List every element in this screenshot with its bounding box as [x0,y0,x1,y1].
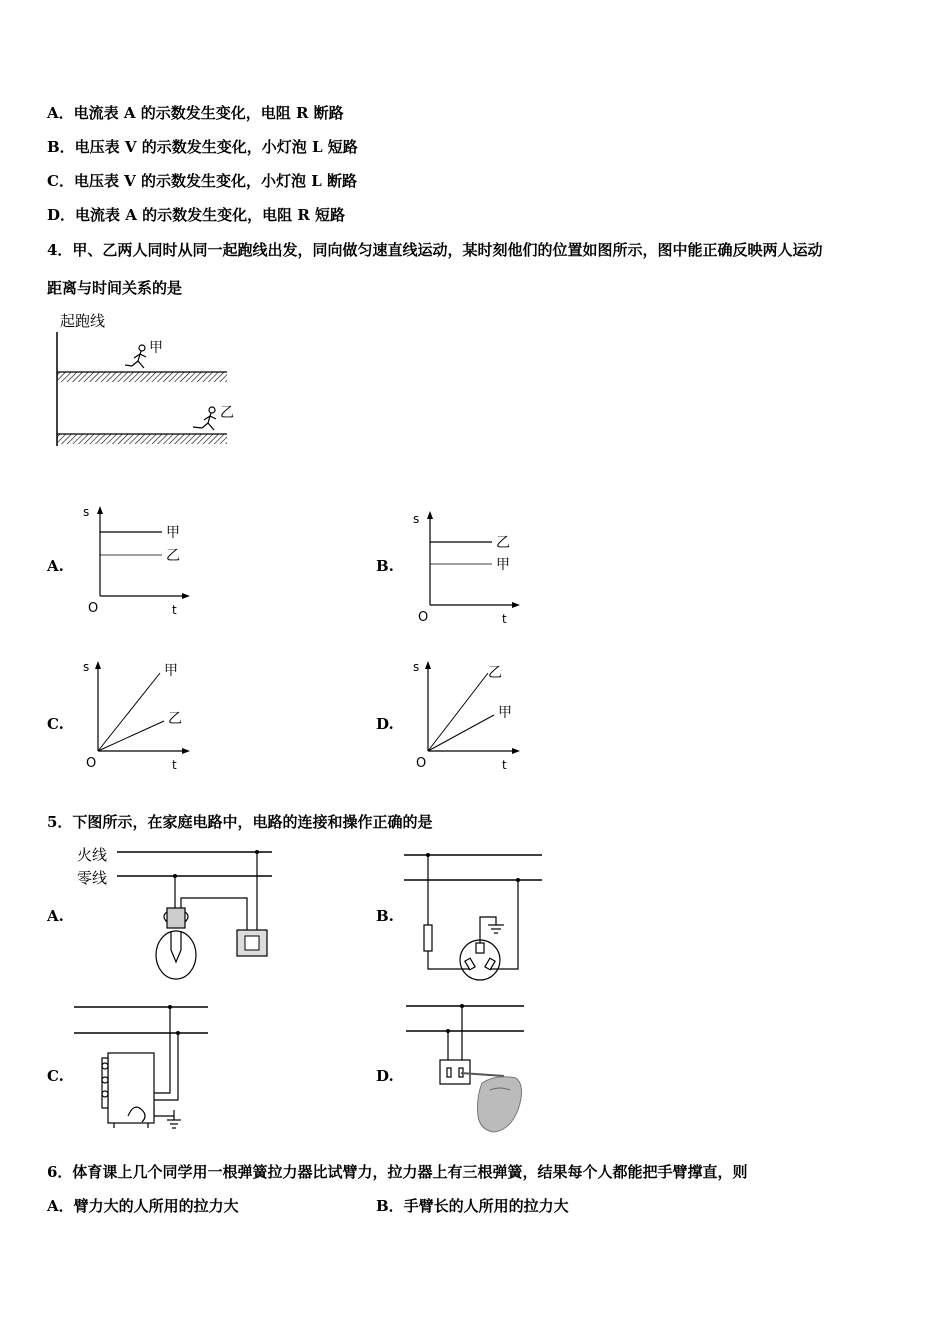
svg-text:乙: 乙 [168,711,182,727]
svg-text:甲: 甲 [164,663,178,679]
svg-text:t: t [502,758,507,772]
svg-text:t: t [172,603,177,617]
q4-option-a-label: A. [47,557,64,575]
runner-a-label: 甲 [149,340,163,356]
svg-text:O: O [86,756,97,771]
q5-option-b-label: B. [376,907,394,925]
q3-option-b: B．电压表 V 的示数发生变化，小灯泡 L 短路 [47,138,358,156]
runner-b-label: 乙 [220,405,234,421]
q5-circuit-c [70,998,215,1138]
q4-graph-d [410,655,530,775]
svg-text:s: s [83,660,90,674]
q3-option-c: C．电压表 V 的示数发生变化，小灯泡 L 断路 [47,172,358,190]
live-wire-label: 火线 [77,846,108,864]
q5-circuit-b [400,845,550,985]
svg-text:t: t [172,758,177,772]
neutral-wire-label: 零线 [77,869,108,887]
svg-text:s: s [83,505,90,519]
socket-icon [440,1060,470,1084]
q4-stem-line1: 4．甲、乙两人同时从同一起跑线出发，同向做匀速直线运动，某时刻他们的位置如图所示，图中能正确反映两人运动 [47,241,823,259]
q4-option-b-label: B. [376,557,394,575]
q4-option-c-label: C. [47,715,64,733]
svg-text:甲: 甲 [496,557,510,573]
q4-graph-a [80,500,200,620]
q4-option-d-label: D. [376,715,394,733]
q4-track-figure [50,308,250,453]
svg-text:s: s [413,512,420,526]
switch-icon [237,930,267,956]
runner-b-icon [193,407,216,430]
q5-circuit-d [400,998,540,1138]
svg-text:t: t [502,612,507,626]
runner-a-icon [125,345,146,368]
start-line-label: 起跑线 [60,312,106,330]
appliance-icon [102,1053,154,1128]
svg-text:甲: 甲 [166,525,180,541]
svg-text:甲: 甲 [498,705,512,721]
q4-graph-b [410,505,530,625]
q5-option-c-label: C. [47,1067,64,1085]
bulb-icon [156,908,196,979]
fuse-icon [424,925,432,951]
q5-circuit-a [75,840,285,985]
q5-option-d-label: D. [376,1067,394,1085]
svg-text:O: O [418,610,429,625]
svg-text:乙: 乙 [496,535,510,551]
q6-option-b: B．手臂长的人所用的拉力大 [376,1197,569,1215]
q6-option-a: A．臂力大的人所用的拉力大 [47,1197,239,1215]
q4-stem-line2: 距离与时间关系的是 [47,279,183,297]
q3-option-a: A．电流表 A 的示数发生变化，电阻 R 断路 [47,104,344,122]
outlet-icon [460,917,500,980]
svg-text:乙: 乙 [166,548,180,564]
svg-text:s: s [413,660,420,674]
q4-graph-c [80,655,200,775]
ground-icon [167,1110,181,1128]
q6-stem: 6．体育课上几个同学用一根弹簧拉力器比试臂力，拉力器上有三根弹簧，结果每个人都能把手臂撑直，则 [47,1163,748,1181]
svg-text:乙: 乙 [488,665,502,681]
ground-icon [488,925,504,933]
svg-text:O: O [416,756,427,771]
q5-stem: 5．下图所示，在家庭电路中，电路的连接和操作正确的是 [47,813,433,831]
svg-text:O: O [88,601,99,616]
q5-option-a-label: A. [47,907,64,925]
q3-option-d: D．电流表 A 的示数发生变化，电阻 R 短路 [47,206,346,224]
